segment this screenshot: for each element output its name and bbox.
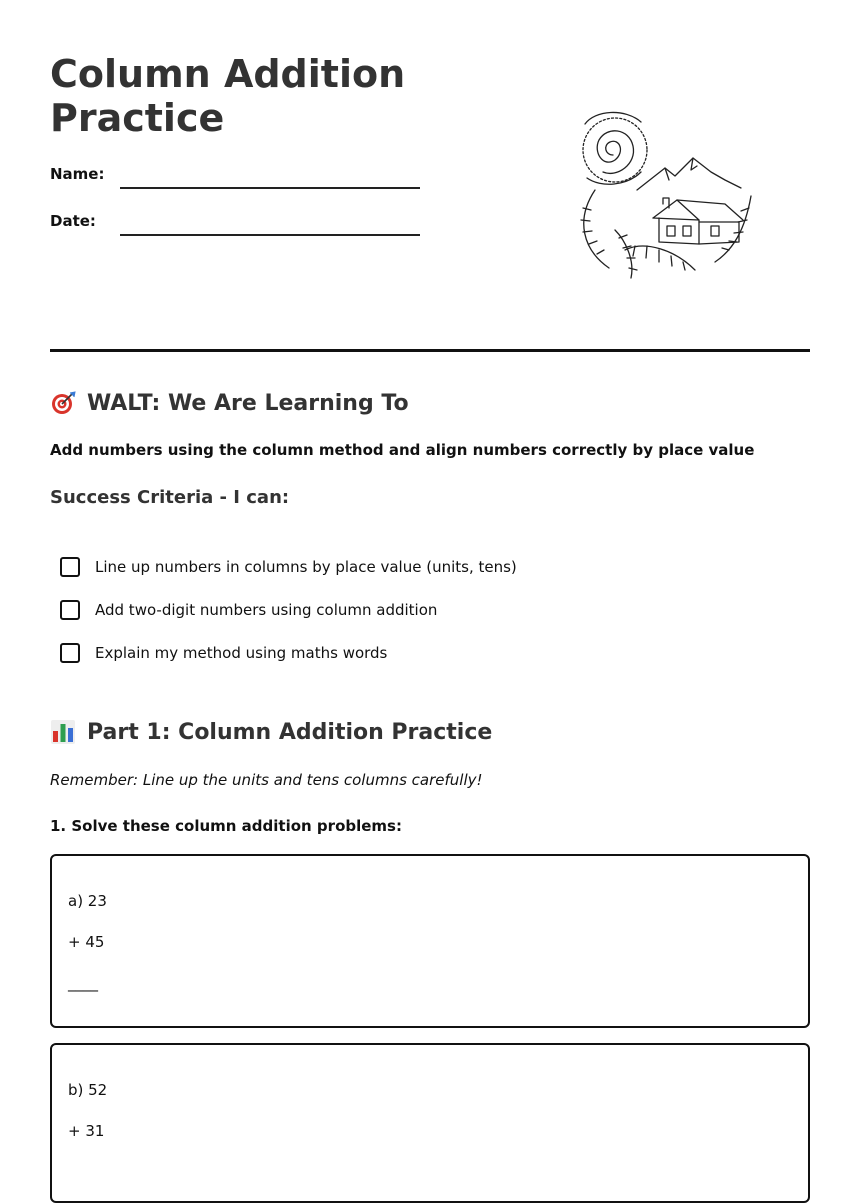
answer-line: ____ bbox=[68, 974, 98, 992]
success-criteria-heading: Success Criteria - I can: bbox=[50, 487, 290, 508]
worksheet-page bbox=[50, 0, 810, 1161]
problem-box[interactable] bbox=[50, 854, 810, 1028]
problem-box[interactable] bbox=[50, 1043, 810, 1203]
problem-line: a) 23 bbox=[68, 892, 107, 910]
remember-note: Remember: Line up the units and tens columns carefully! bbox=[50, 771, 483, 789]
date-label: Date: bbox=[50, 212, 96, 230]
criteria-label: Explain my method using maths words bbox=[95, 644, 388, 662]
name-label: Name: bbox=[50, 165, 105, 183]
criteria-checkbox[interactable] bbox=[60, 643, 80, 663]
fern-icon bbox=[581, 190, 751, 278]
header-divider bbox=[50, 349, 810, 352]
problem-line: + 31 bbox=[68, 1122, 105, 1140]
criteria-label: Add two-digit numbers using column addition bbox=[95, 601, 438, 619]
part1-heading-text: Part 1: Column Addition Practice bbox=[87, 719, 493, 745]
criteria-item[interactable] bbox=[60, 600, 437, 620]
criteria-item[interactable] bbox=[60, 557, 517, 577]
walt-statement: Add numbers using the column method and align numbers correctly by place value bbox=[50, 441, 755, 459]
bar-chart-icon bbox=[50, 719, 76, 745]
date-line[interactable] bbox=[120, 234, 420, 236]
part1-heading bbox=[50, 719, 492, 745]
landscape-illustration bbox=[565, 100, 765, 285]
problem-line: + 45 bbox=[68, 933, 105, 951]
sun-spiral-icon bbox=[583, 112, 647, 184]
criteria-label: Line up numbers in columns by place value (units, tens) bbox=[95, 558, 517, 576]
criteria-item[interactable] bbox=[60, 643, 387, 663]
criteria-checkbox[interactable] bbox=[60, 557, 80, 577]
title-line-1: Column Addition bbox=[50, 52, 406, 96]
title-line-2: Practice bbox=[50, 96, 225, 140]
walt-heading-text: WALT: We Are Learning To bbox=[87, 390, 409, 416]
page-title bbox=[50, 52, 405, 140]
target-icon bbox=[50, 390, 76, 416]
criteria-checkbox[interactable] bbox=[60, 600, 80, 620]
mountains-icon bbox=[637, 158, 741, 190]
house-icon bbox=[653, 198, 743, 244]
problem-line: b) 52 bbox=[68, 1081, 108, 1099]
name-line[interactable] bbox=[120, 187, 420, 189]
question-1: 1. Solve these column addition problems: bbox=[50, 817, 402, 835]
walt-heading bbox=[50, 390, 409, 416]
